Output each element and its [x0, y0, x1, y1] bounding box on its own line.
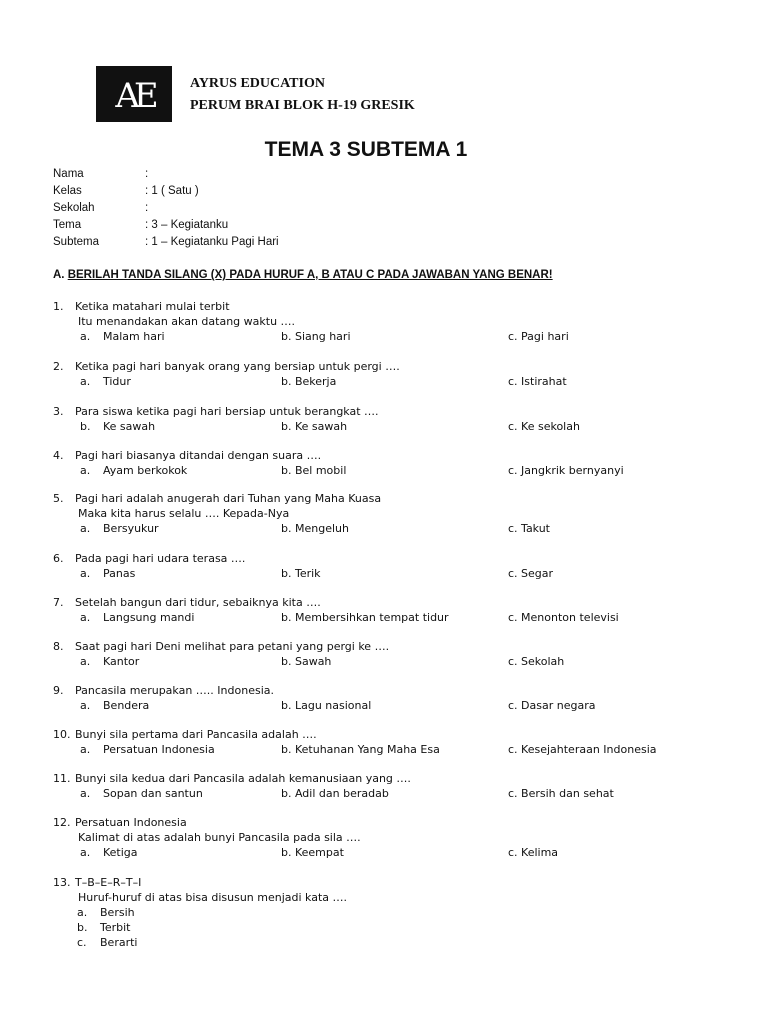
- option-letter: a.: [77, 906, 88, 919]
- question-number: 7.: [53, 596, 64, 609]
- option-b: b. Membersihkan tempat tidur: [281, 611, 449, 624]
- option-letter: a.: [80, 330, 91, 343]
- option-a: Ayam berkokok: [103, 464, 188, 477]
- info-value: : 1 – Kegiatanku Pagi Hari: [145, 236, 279, 248]
- question-text: Itu menandakan akan datang waktu ….: [78, 315, 296, 328]
- question-text: Pagi hari biasanya ditandai dengan suara ….: [75, 449, 322, 462]
- option-letter: a.: [80, 699, 91, 712]
- option-c: c. Pagi hari: [508, 330, 569, 343]
- option-b: b. Bekerja: [281, 375, 337, 388]
- question-text: Pada pagi hari udara terasa ….: [75, 552, 246, 565]
- option-text: Berarti: [100, 936, 138, 949]
- option-c: c. Takut: [508, 522, 550, 535]
- question-text: Pancasila merupakan ….. Indonesia.: [75, 684, 274, 697]
- option-letter: c.: [77, 936, 87, 949]
- question-number: 9.: [53, 684, 64, 697]
- option-b: b. Bel mobil: [281, 464, 347, 477]
- option-a: Tidur: [103, 375, 131, 388]
- question-text: Saat pagi hari Deni melihat para petani yang pergi ke ….: [75, 640, 390, 653]
- option-b: b. Ketuhanan Yang Maha Esa: [281, 743, 440, 756]
- question-text: Persatuan Indonesia: [75, 816, 187, 829]
- option-c: c. Kelima: [508, 846, 559, 859]
- option-letter: a.: [80, 787, 91, 800]
- info-label: Nama: [53, 168, 84, 180]
- option-b: b. Siang hari: [281, 330, 351, 343]
- option-a: Malam hari: [103, 330, 165, 343]
- option-letter: b.: [80, 420, 91, 433]
- option-a: Panas: [103, 567, 136, 580]
- question-number: 2.: [53, 360, 64, 373]
- option-a: Persatuan Indonesia: [103, 743, 215, 756]
- option-c: c. Sekolah: [508, 655, 565, 668]
- option-b: b. Keempat: [281, 846, 344, 859]
- option-b: b. Sawah: [281, 655, 332, 668]
- option-letter: a.: [80, 611, 91, 624]
- question-number: 5.: [53, 492, 64, 505]
- option-letter: b.: [77, 921, 88, 934]
- logo-text: AE: [115, 76, 153, 116]
- option-a: Ketiga: [103, 846, 138, 859]
- question-text: Bunyi sila pertama dari Pancasila adalah ….: [75, 728, 317, 741]
- question-number: 8.: [53, 640, 64, 653]
- option-a: Kantor: [103, 655, 140, 668]
- option-a: Bersyukur: [103, 522, 159, 535]
- option-text: Bersih: [100, 906, 135, 919]
- question-number: 4.: [53, 449, 64, 462]
- option-b: b. Lagu nasional: [281, 699, 372, 712]
- question-text: Ketika matahari mulai terbit: [75, 300, 230, 313]
- question-text: Ketika pagi hari banyak orang yang bersiap untuk pergi ….: [75, 360, 400, 373]
- option-c: c. Dasar negara: [508, 699, 596, 712]
- info-value: : 3 – Kegiatanku: [145, 219, 229, 231]
- org-address: PERUM BRAI BLOK H-19 GRESIK: [190, 98, 415, 113]
- question-number: 6.: [53, 552, 64, 565]
- question-text: Maka kita harus selalu …. Kepada-Nya: [78, 507, 290, 520]
- option-b: b. Ke sawah: [281, 420, 348, 433]
- question-text: Huruf-huruf di atas bisa disusun menjadi kata ….: [78, 891, 348, 904]
- option-c: c. Bersih dan sehat: [508, 787, 614, 800]
- question-number: 12.: [53, 816, 71, 829]
- option-b: b. Adil dan beradab: [281, 787, 389, 800]
- info-value: :: [145, 202, 149, 214]
- option-b: b. Terik: [281, 567, 321, 580]
- section-instruction-text: BERILAH TANDA SILANG (X) PADA HURUF A, B ATAU C PADA JAWABAN YANG BENAR!: [67, 269, 553, 281]
- info-label: Kelas: [53, 185, 82, 197]
- option-letter: a.: [80, 655, 91, 668]
- option-c: c. Segar: [508, 567, 554, 580]
- option-text: Terbit: [100, 921, 131, 934]
- option-a: Bendera: [103, 699, 150, 712]
- option-a: Sopan dan santun: [103, 787, 203, 800]
- question-text: T–B–E–R–T–I: [75, 876, 142, 889]
- question-text: Bunyi sila kedua dari Pancasila adalah kemanusiaan yang ….: [75, 772, 411, 785]
- question-text: Kalimat di atas adalah bunyi Pancasila pada sila ….: [78, 831, 361, 844]
- question-text: Setelah bangun dari tidur, sebaiknya kita ….: [75, 596, 321, 609]
- question-text: Pagi hari adalah anugerah dari Tuhan yang Maha Kuasa: [75, 492, 382, 505]
- info-value: : 1 ( Satu ): [145, 185, 199, 197]
- option-c: c. Istirahat: [508, 375, 567, 388]
- option-c: c. Ke sekolah: [508, 420, 580, 433]
- option-a: Ke sawah: [103, 420, 156, 433]
- page-title: TEMA 3 SUBTEMA 1: [264, 138, 468, 161]
- option-b: b. Mengeluh: [281, 522, 349, 535]
- question-number: 13.: [53, 876, 71, 889]
- option-letter: a.: [80, 743, 91, 756]
- section-letter: A.: [53, 269, 65, 281]
- question-number: 1.: [53, 300, 64, 313]
- option-c: c. Jangkrik bernyanyi: [508, 464, 624, 477]
- logo: [96, 66, 172, 122]
- option-letter: a.: [80, 375, 91, 388]
- info-label: Sekolah: [53, 202, 95, 214]
- info-value: :: [145, 168, 149, 180]
- option-letter: a.: [80, 846, 91, 859]
- question-number: 10.: [53, 728, 71, 741]
- option-c: c. Menonton televisi: [508, 611, 619, 624]
- option-a: Langsung mandi: [103, 611, 195, 624]
- option-letter: a.: [80, 522, 91, 535]
- option-letter: a.: [80, 567, 91, 580]
- option-c: c. Kesejahteraan Indonesia: [508, 743, 657, 756]
- org-name: AYRUS EDUCATION: [190, 76, 325, 91]
- question-number: 3.: [53, 405, 64, 418]
- option-letter: a.: [80, 464, 91, 477]
- section-instruction: [53, 269, 553, 281]
- question-text: Para siswa ketika pagi hari bersiap untuk berangkat ….: [75, 405, 379, 418]
- info-label: Subtema: [53, 236, 100, 248]
- info-label: Tema: [53, 219, 82, 231]
- question-number: 11.: [53, 772, 71, 785]
